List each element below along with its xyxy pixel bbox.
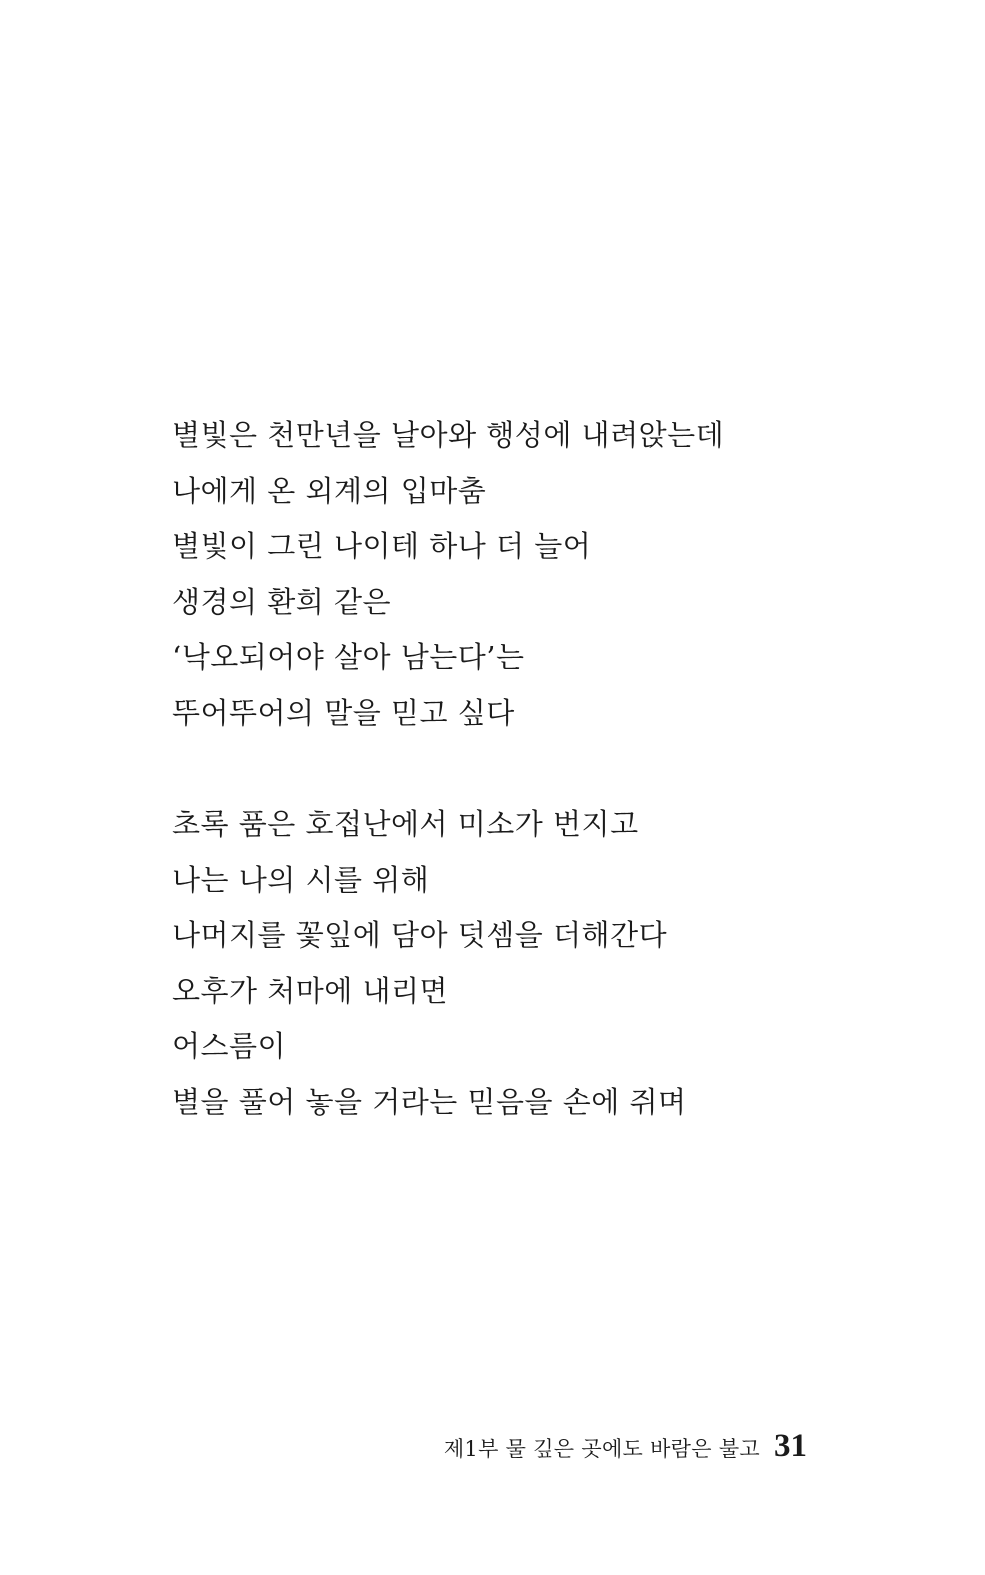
poem-line: 생경의 환희 같은: [172, 584, 392, 619]
poem-line: 뚜어뚜어의 말을 믿고 싶다: [172, 695, 515, 730]
poem-line: ‘낙오되어야 살아 남는다’는: [172, 640, 525, 674]
poem-line: 나에게 온 외계의 입마춤: [172, 473, 487, 508]
poem-line: 별을 풀어 놓을 거라는 믿음을 손에 쥐며: [172, 1084, 687, 1119]
page-number: 31: [774, 1428, 807, 1464]
running-head: 제1부 물 깊은 곳에도 바람은 불고: [443, 1437, 760, 1461]
stanza-2: [172, 797, 872, 1130]
poem-body: [172, 408, 872, 1130]
poem-line: 나는 나의 시를 위해: [172, 862, 430, 897]
poem-line: 어스름이: [172, 1029, 287, 1063]
poem-line: 별빛은 천만년을 날아와 행성에 내려앉는데: [172, 418, 725, 452]
poem-line: 나머지를 꽃잎에 담아 덧셈을 더해간다: [172, 918, 668, 952]
stanza-1: [172, 408, 872, 741]
poem-line: 오후가 처마에 내리면: [172, 973, 449, 1008]
poem-line: 별빛이 그린 나이테 하나 더 늘어: [172, 529, 592, 563]
page-footer: [444, 1428, 807, 1472]
poem-line: 초록 품은 호접난에서 미소가 번지고: [172, 807, 639, 841]
